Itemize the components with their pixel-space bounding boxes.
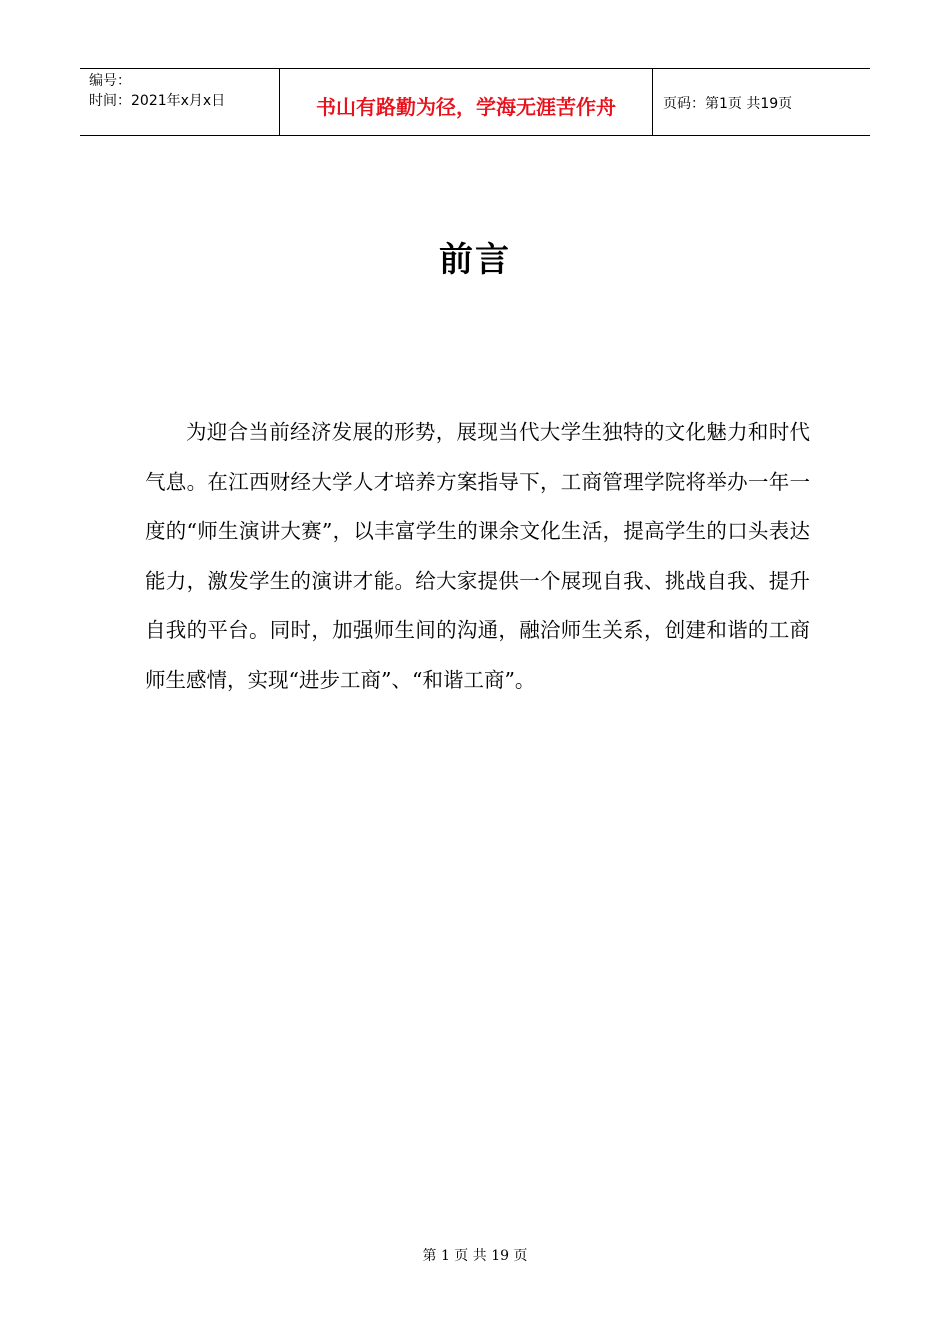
document-title: 前言 <box>439 240 511 280</box>
header-motto: 书山有路勤为径，学海无涯苦作舟 <box>280 69 653 135</box>
document-header <box>80 68 870 136</box>
header-page-info: 页码：第1页 共19页 <box>663 96 793 112</box>
body-paragraph: 为迎合当前经济发展的形势，展现当代大学生独特的文化魅力和时代气息。在江西财经大学人才培养方案指导下，工商管理学院将举办一年一度的“师生演讲大赛”，以丰富学生的课余文化生活，提高学生的口头表达能力，激发学生的演讲才能。给大家提供一个展现自我、挑战自我、提升自我的平台。同时，加强师生间的沟通，融洽师生关系，创建和谐的工商师生感情，实现“进步工商”、“和谐工商”。 <box>145 420 810 692</box>
header-meta-cell <box>80 69 280 135</box>
serial-number-label: 编号： <box>89 73 131 89</box>
date-label: 时间：2021年x月x日 <box>89 93 226 109</box>
page-footer: 第 1 页 共 19 页 <box>422 1248 528 1264</box>
